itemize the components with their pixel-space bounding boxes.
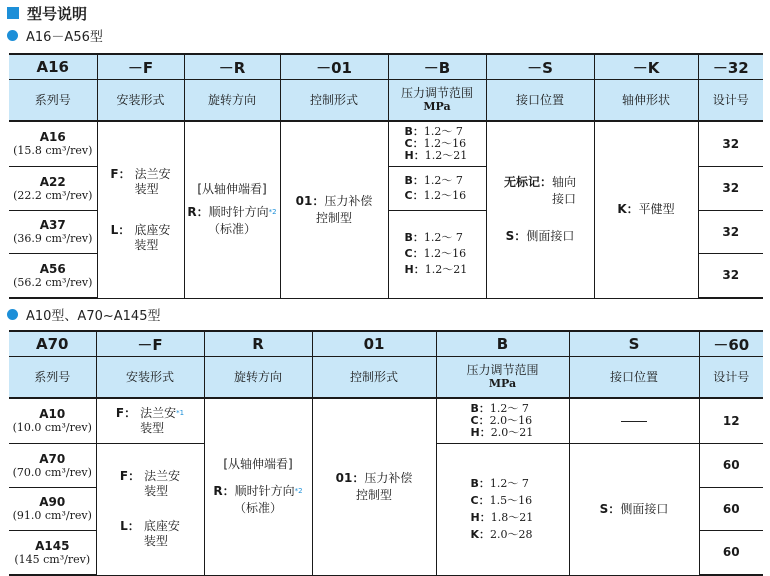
- shaft-cell: [594, 121, 698, 298]
- pressure-cell: [436, 398, 569, 444]
- design-number: 32: [698, 254, 763, 299]
- model-displacement: (56.2 cm³/rev): [13, 275, 93, 289]
- header-port: 接口位置: [486, 80, 594, 122]
- mounting-option-key: L：: [120, 519, 140, 534]
- mounting-option-text: 装型: [140, 421, 165, 435]
- pressure-cell: [436, 444, 569, 576]
- code-mounting: －F: [96, 331, 204, 357]
- mounting-option-key: L：: [110, 222, 131, 237]
- pressure-option: C：2.0～16: [470, 414, 533, 427]
- pressure-cell: [388, 167, 486, 211]
- design-number: 32: [698, 167, 763, 211]
- model-displacement: (70.0 cm³/rev): [12, 465, 92, 479]
- mounting-option-text: 底座安: [134, 222, 171, 237]
- rotation-key: R：: [213, 484, 235, 499]
- pressure-option: C：1.2～16: [404, 137, 467, 150]
- model-name: A90: [39, 495, 66, 509]
- code-shaft: －K: [594, 54, 698, 80]
- code-series: A70: [9, 331, 96, 357]
- rotation-view-note: [从轴伸端看]: [223, 457, 293, 472]
- model-cell: [9, 531, 96, 576]
- code-rotation: －R: [184, 54, 280, 80]
- model-cell: [9, 167, 97, 211]
- model-displacement: (10.0 cm³/rev): [12, 421, 92, 434]
- control-text: 压力补偿: [364, 470, 413, 485]
- port-option-axial: [487, 174, 594, 208]
- port-option-side: [487, 228, 594, 245]
- design-number: 32: [698, 211, 763, 254]
- rotation-view-note: [从轴伸端看]: [197, 182, 267, 197]
- model-name: A37: [39, 218, 66, 232]
- section-1-subtitle: [7, 25, 103, 45]
- port-cell: [569, 444, 699, 576]
- model-displacement: (15.8 cm³/rev): [13, 144, 93, 157]
- code-port: S: [569, 331, 699, 357]
- control-text: 压力补偿: [324, 193, 373, 208]
- control-text-2: 控制型: [355, 487, 392, 502]
- model-table-a10-a145: [9, 330, 763, 576]
- header-control: 控制形式: [312, 357, 436, 399]
- mounting-option-key: F：: [115, 406, 137, 420]
- mounting-option-text: 装型: [144, 484, 169, 499]
- rotation-cell: [204, 398, 312, 575]
- header-rotation: 旋转方向: [184, 80, 280, 122]
- header-shaft: 轴伸形状: [594, 80, 698, 122]
- pressure-cell: [388, 121, 486, 167]
- mounting-option-f: [98, 167, 184, 197]
- pressure-option: B：1.2～ 7: [404, 231, 463, 245]
- mounting-option-key: F：: [110, 166, 131, 181]
- header-rotation: 旋转方向: [204, 357, 312, 399]
- mounting-option-l: [97, 519, 204, 549]
- page-title-text: 型号说明: [27, 4, 88, 23]
- mounting-option-f: [97, 406, 204, 436]
- pressure-option: C：1.2～16: [404, 189, 467, 202]
- code-series: A16: [9, 54, 97, 80]
- mounting-options: [96, 444, 204, 576]
- mounting-option-a10: [96, 398, 204, 444]
- footnote-star: *2: [268, 208, 277, 217]
- mounting-option-text: 底座安: [143, 519, 180, 534]
- port-text: 侧面接口: [526, 229, 575, 244]
- header-control: 控制形式: [280, 80, 388, 122]
- section-2-subtitle-text: A10型、A70~A145型: [26, 308, 161, 324]
- pressure-option: C：1.2～16: [404, 247, 467, 261]
- code-control: －01: [280, 54, 388, 80]
- shaft-key: K：: [617, 202, 639, 217]
- header-mounting: 安装形式: [97, 80, 184, 122]
- section-1-subtitle-text: A16－A56型: [26, 29, 103, 45]
- mounting-option-text: 装型: [134, 237, 159, 252]
- control-text-2: 控制型: [315, 210, 352, 225]
- mounting-option-text: 法兰安: [134, 166, 171, 181]
- page-title: [7, 3, 87, 23]
- model-displacement: (36.9 cm³/rev): [13, 232, 93, 245]
- model-cell: [9, 254, 97, 299]
- rotation-standard: （标准）: [207, 222, 256, 237]
- port-key: 无标记：: [503, 175, 552, 190]
- code-mounting: －F: [97, 54, 184, 80]
- pressure-option: B：1.2～ 7: [404, 125, 463, 138]
- port-text: 接口: [552, 192, 577, 207]
- code-rotation: R: [204, 331, 312, 357]
- mounting-option-text: 装型: [134, 181, 159, 196]
- rotation-standard: （标准）: [233, 501, 282, 516]
- control-key: 01：: [295, 193, 325, 208]
- port-key: S：: [599, 501, 621, 516]
- pressure-option: B：1.2～ 7: [470, 476, 529, 490]
- pressure-option: H：1.2～21: [404, 263, 468, 277]
- control-cell: [280, 121, 388, 298]
- rotation-cell: [184, 121, 280, 298]
- port-cell: [486, 121, 594, 298]
- mounting-option-text: 装型: [143, 534, 168, 549]
- header-pressure: [436, 357, 569, 399]
- design-number: 12: [699, 398, 763, 444]
- code-design: －32: [698, 54, 763, 80]
- model-cell: [9, 488, 96, 531]
- model-displacement: (22.2 cm³/rev): [13, 188, 93, 202]
- header-port: 接口位置: [569, 357, 699, 399]
- header-pressure-unit: MPa: [488, 377, 517, 390]
- port-option-side: [570, 501, 699, 518]
- model-cell: [9, 211, 97, 254]
- header-pressure-label: 压力调节范围: [400, 86, 473, 100]
- model-name: A10: [39, 407, 66, 421]
- model-cell: [9, 444, 96, 488]
- model-name: A145: [35, 538, 70, 553]
- rotation-key: R：: [187, 205, 209, 220]
- code-pressure: B: [436, 331, 569, 357]
- model-name: A16: [39, 130, 66, 144]
- header-design: 设计号: [698, 80, 763, 122]
- mounting-option-l: [98, 223, 184, 253]
- pressure-option: B：1.2～ 7: [470, 402, 529, 415]
- header-pressure-label: 压力调节范围: [466, 363, 539, 377]
- header-design: 设计号: [699, 357, 763, 399]
- pressure-option: B：1.2～ 7: [404, 174, 463, 187]
- control-option: [281, 193, 388, 210]
- port-text: 轴向: [552, 175, 577, 190]
- pressure-option: K：2.0～28: [470, 527, 533, 541]
- model-name: A56: [39, 261, 66, 276]
- header-mounting: 安装形式: [96, 357, 204, 399]
- shaft-text: 平健型: [638, 202, 675, 217]
- circle-bullet-icon: [7, 30, 18, 41]
- mounting-option-f: [97, 469, 204, 499]
- model-displacement: (91.0 cm³/rev): [12, 509, 92, 522]
- model-name: A70: [39, 451, 66, 466]
- pressure-option: H：2.0～21: [470, 426, 534, 439]
- pressure-option: H：1.8～21: [470, 510, 534, 524]
- design-number: 32: [698, 121, 763, 167]
- design-number: 60: [699, 488, 763, 531]
- shaft-option: [595, 201, 698, 218]
- not-applicable-dash: [621, 421, 647, 422]
- footnote-star: *2: [294, 487, 303, 496]
- pressure-option: C：1.5～16: [470, 493, 533, 507]
- mounting-option-text: 法兰安: [140, 406, 177, 420]
- port-text: 侧面接口: [620, 501, 669, 516]
- code-port: －S: [486, 54, 594, 80]
- header-pressure-unit: MPa: [423, 100, 451, 113]
- pressure-cell: [388, 211, 486, 299]
- model-displacement: (145 cm³/rev): [14, 552, 91, 566]
- model-name: A22: [39, 174, 66, 189]
- design-number: 60: [699, 531, 763, 576]
- model-table-a16-a56: [9, 53, 763, 299]
- code-design: －60: [699, 331, 763, 357]
- footnote-star: *1: [176, 409, 185, 417]
- header-pressure: [388, 80, 486, 122]
- section-2-subtitle: [7, 304, 160, 324]
- code-control: 01: [312, 331, 436, 357]
- mounting-option-key: F：: [119, 469, 141, 484]
- control-key: 01：: [335, 470, 365, 485]
- rotation-option: [205, 483, 312, 500]
- control-cell: [312, 398, 436, 575]
- header-series: 系列号: [9, 80, 97, 122]
- rotation-option: [185, 204, 280, 221]
- code-pressure: －B: [388, 54, 486, 80]
- rotation-text: 顺时针方向: [234, 484, 295, 499]
- model-cell: [9, 121, 97, 167]
- port-key: S：: [505, 229, 527, 244]
- pressure-option: H：1.2～21: [404, 149, 468, 162]
- rotation-text: 顺时针方向: [208, 205, 269, 220]
- circle-bullet-icon: [7, 309, 18, 320]
- mounting-option-text: 法兰安: [144, 469, 181, 484]
- control-option: [313, 470, 436, 487]
- mounting-options: [97, 121, 184, 298]
- port-cell-none: [569, 398, 699, 444]
- square-bullet-icon: [7, 7, 19, 19]
- model-cell: [9, 398, 96, 444]
- header-series: 系列号: [9, 357, 96, 399]
- design-number: 60: [699, 444, 763, 488]
